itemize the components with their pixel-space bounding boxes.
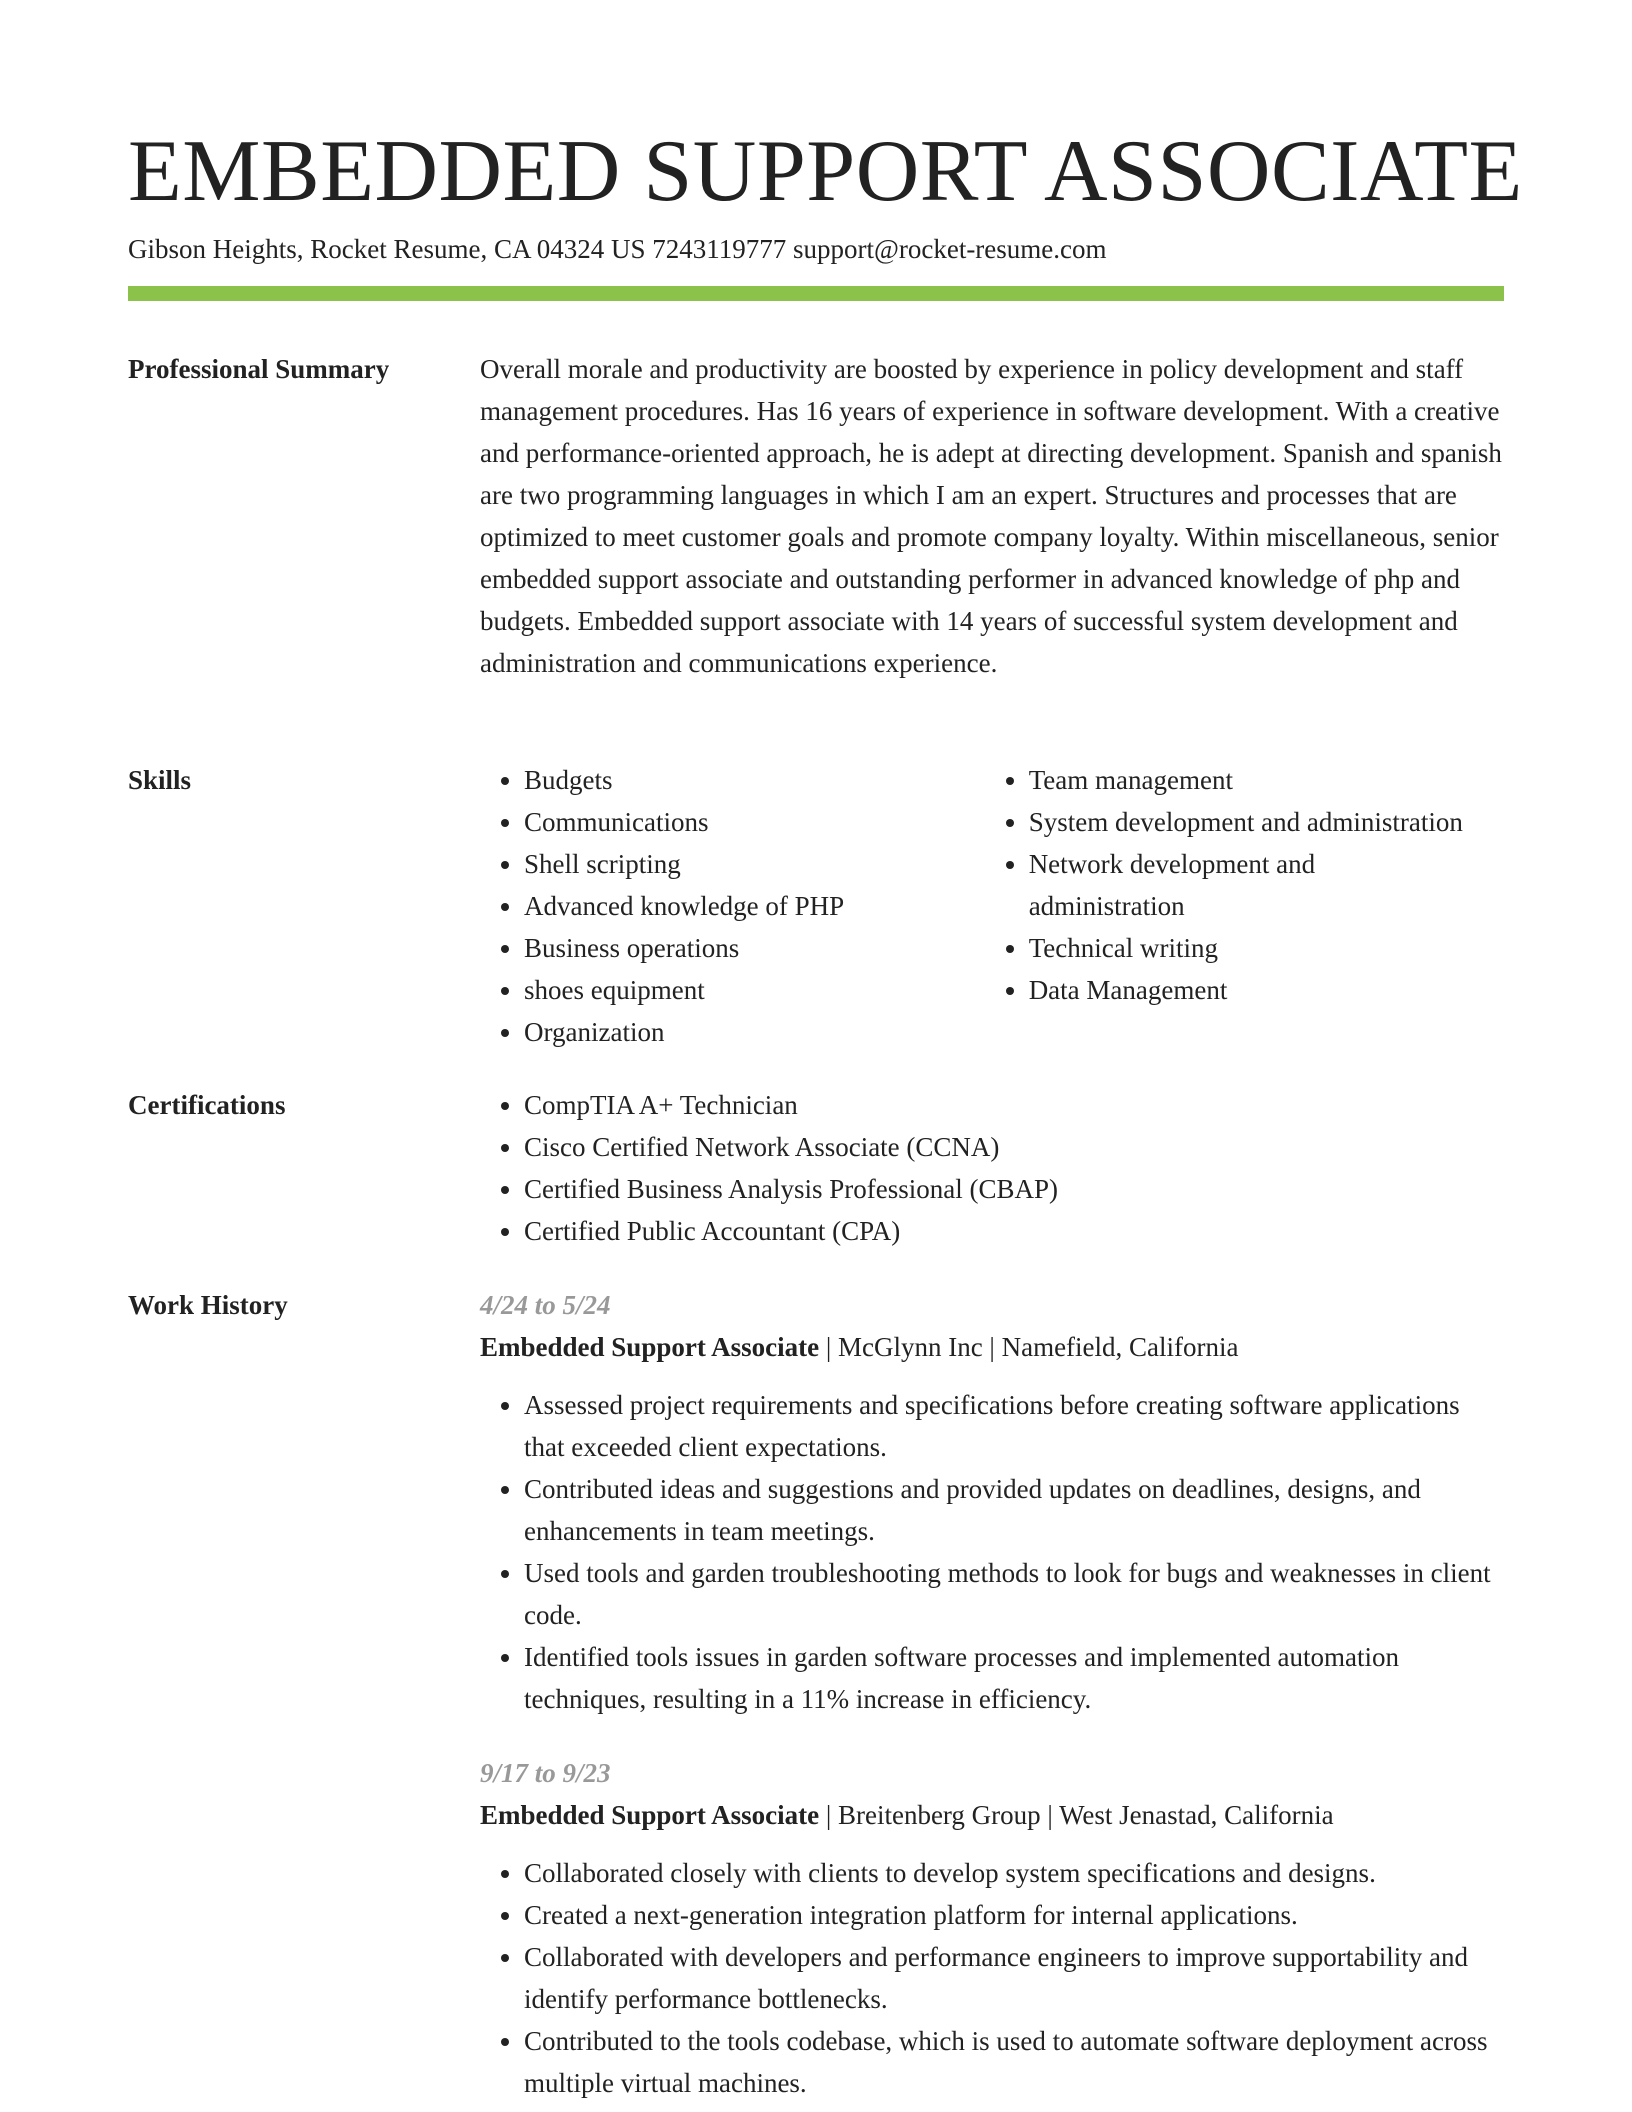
job-bullet: • Identified tools issues in garden software processes and implemented automation techniques, resulting in a 11% increase in efficiency. xyxy=(524,1636,1504,1720)
skills-list-left xyxy=(480,759,985,1053)
job-dates: 4/24 to 5/24 xyxy=(480,1290,611,1320)
job-bullet: • Contributed ideas and suggestions and provided updates on deadlines, designs, and enhancements in team meetings. xyxy=(524,1468,1504,1552)
job-bullet: • Used tools and garden troubleshooting methods to look for bugs and weaknesses in client code. xyxy=(524,1552,1504,1636)
certifications-body xyxy=(480,1084,1504,1252)
job-bullets xyxy=(480,1852,1504,2104)
skill-item: • Business operations xyxy=(524,927,985,969)
job-heading xyxy=(480,1326,1504,1368)
job-heading xyxy=(480,1794,1504,1836)
skill-item: • Team management xyxy=(1029,759,1504,801)
job-bullet: • Created a next-generation integration platform for internal applications. xyxy=(524,1894,1504,1936)
job-bullet: • Collaborated closely with clients to develop system specifications and designs. xyxy=(524,1852,1504,1894)
summary-text: Overall morale and productivity are boosted by experience in policy development and staff management procedures. Has 16 years of experience in software development. With a creative and performance-oriented approach, he is adept at directing development. Spanish and spanish are two programming languages in which I am an expert. Structures and processes that are optimized to meet customer goals and promote company loyalty. Within miscellaneous, senior embedded support associate and outstanding performer in advanced knowledge of php and budgets. Embedded support associate with 14 years of successful system development and administration and communications experience. xyxy=(480,354,1502,678)
job-details: | Breitenberg Group | West Jenastad, California xyxy=(819,1800,1334,1830)
skill-item: • Shell scripting xyxy=(524,843,985,885)
skill-item: • Communications xyxy=(524,801,985,843)
job-entry xyxy=(480,1752,1504,2104)
candidate-name: EMBEDDED SUPPORT ASSOCIATE xyxy=(128,123,1523,220)
skills-body xyxy=(480,759,1504,1053)
skill-item: • Technical writing xyxy=(1029,927,1504,969)
job-details: | McGlynn Inc | Namefield, California xyxy=(819,1332,1239,1362)
skill-item: • Budgets xyxy=(524,759,985,801)
work-history-body xyxy=(480,1284,1504,2104)
skill-item: • Advanced knowledge of PHP xyxy=(524,885,985,927)
skills-list-right xyxy=(985,759,1504,1053)
certification-item: • Certified Public Accountant (CPA) xyxy=(524,1210,1504,1252)
section-title-summary: Professional Summary xyxy=(128,354,390,384)
section-title-work-history: Work History xyxy=(128,1290,288,1320)
job-entry xyxy=(480,1284,1504,1720)
contact-line: Gibson Heights, Rocket Resume, CA 04324 US 7243119777 support@rocket-resume.com xyxy=(128,234,1107,264)
job-bullet: • Collaborated with developers and performance engineers to improve supportability and identify performance bottlenecks. xyxy=(524,1936,1504,2020)
skill-item: • Network development and administration xyxy=(1029,843,1504,927)
section-title-skills: Skills xyxy=(128,765,192,795)
summary-body xyxy=(480,348,1504,684)
skill-item: • Organization xyxy=(524,1011,985,1053)
skill-item: • shoes equipment xyxy=(524,969,985,1011)
job-bullet: • Contributed to the tools codebase, which is used to automate software deployment across multiple virtual machines. xyxy=(524,2020,1504,2104)
section-title-certifications: Certifications xyxy=(128,1090,286,1120)
certification-item: • Cisco Certified Network Associate (CCNA) xyxy=(524,1126,1504,1168)
header-divider xyxy=(128,286,1504,301)
certification-item: • CompTIA A+ Technician xyxy=(524,1084,1504,1126)
skill-item: • Data Management xyxy=(1029,969,1504,1011)
skill-item: • System development and administration xyxy=(1029,801,1504,843)
job-bullet: • Assessed project requirements and specifications before creating software applications that exceeded client expectations. xyxy=(524,1384,1504,1468)
job-title: Embedded Support Associate xyxy=(480,1332,820,1362)
job-title: Embedded Support Associate xyxy=(480,1800,820,1830)
certifications-list xyxy=(480,1084,1504,1252)
job-dates: 9/17 to 9/23 xyxy=(480,1758,611,1788)
certification-item: • Certified Business Analysis Professional (CBAP) xyxy=(524,1168,1504,1210)
job-bullets xyxy=(480,1384,1504,1720)
